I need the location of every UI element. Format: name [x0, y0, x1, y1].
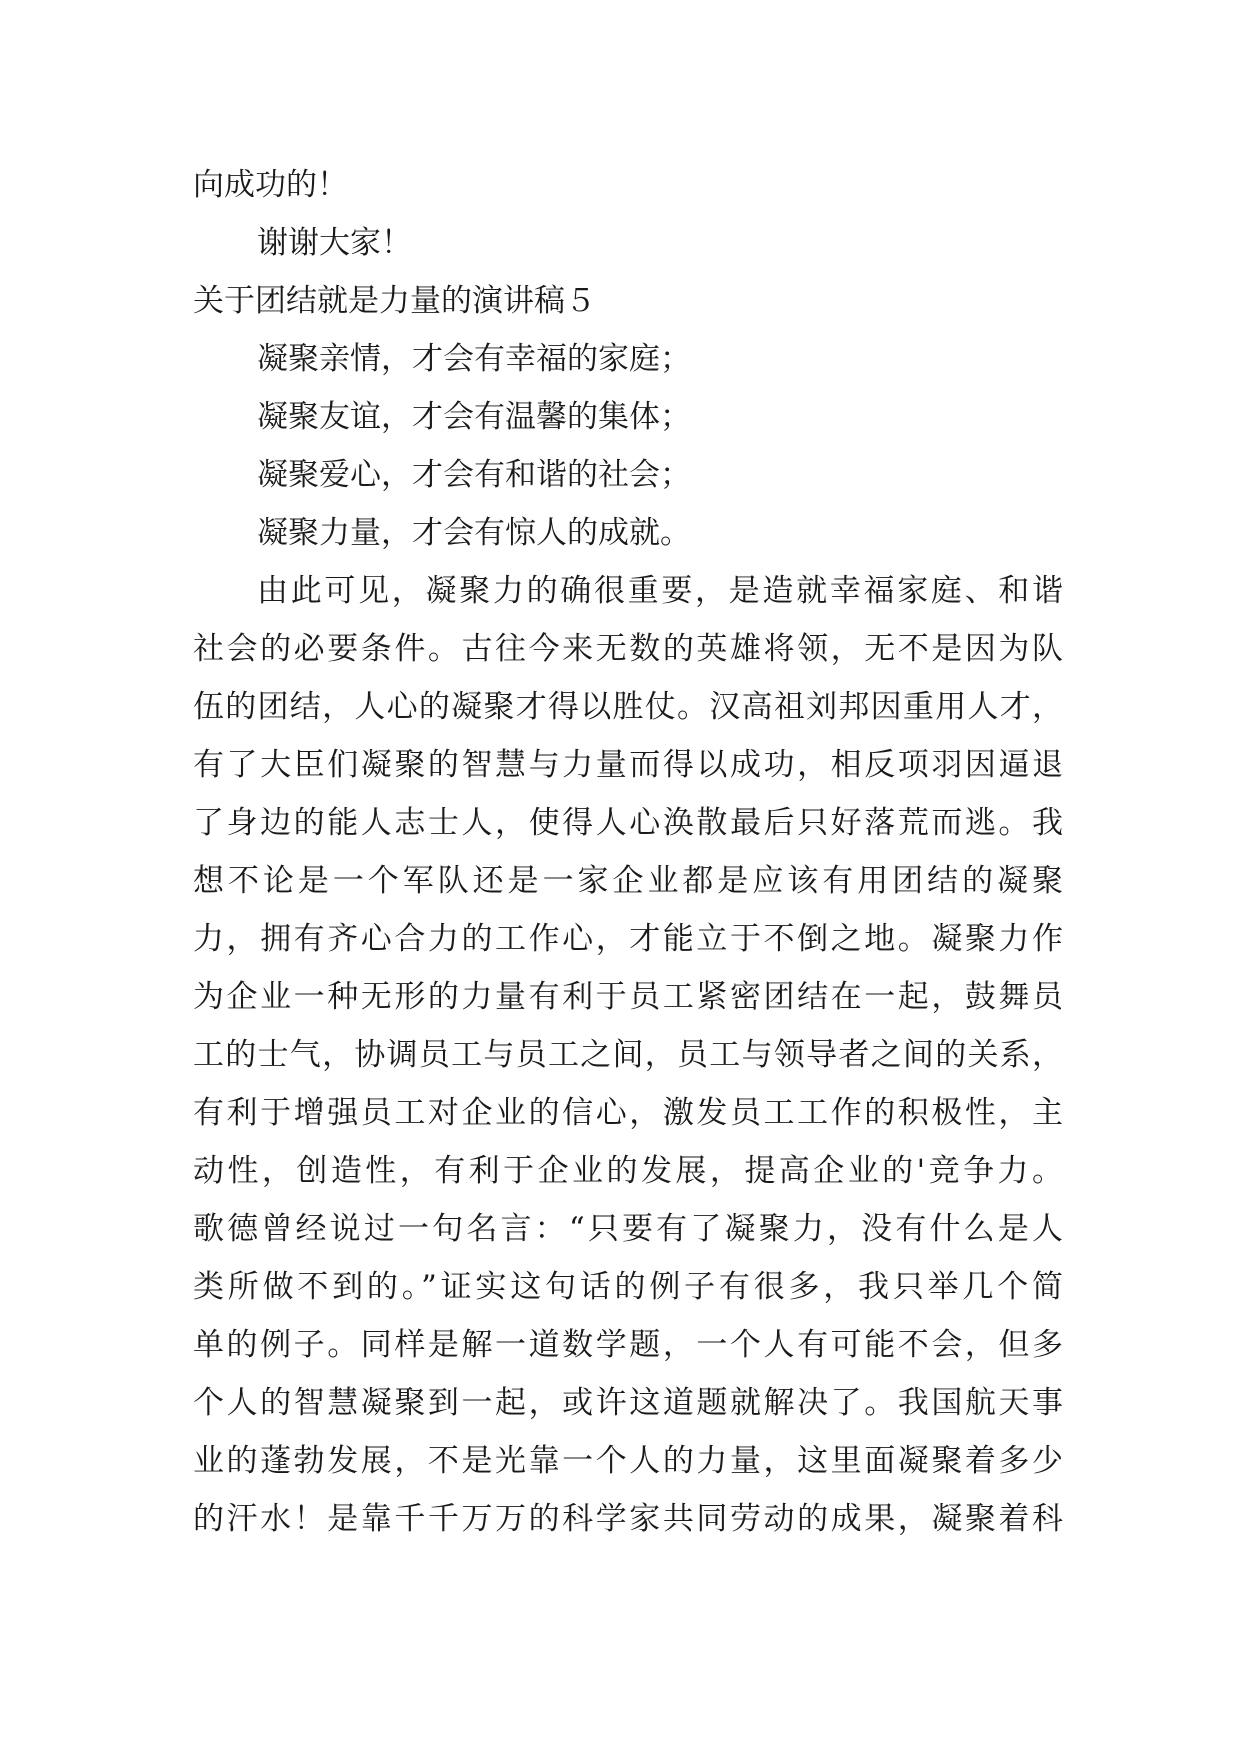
paragraph-line: 有利于增强员工对企业的信心，激发员工工作的积极性，主: [193, 1095, 1063, 1131]
paragraph-line: 了身边的能人志士人，使得人心涣散最后只好落荒而逃。我: [193, 805, 1063, 841]
paragraph-line: 力，拥有齐心合力的工作心，才能立于不倒之地。凝聚力作: [193, 921, 1063, 957]
paragraph-line: 单的例子。同样是解一道数学题，一个人有可能不会，但多: [193, 1327, 1063, 1363]
paragraph-line: 伍的团结，人心的凝聚才得以胜仗。汉高祖刘邦因重用人才，: [193, 689, 1063, 725]
section-heading: 关于团结就是力量的演讲稿５: [193, 283, 596, 319]
closing-line: 谢谢大家！: [257, 225, 412, 261]
paragraph-line: 个人的智慧凝聚到一起，或许这道题就解决了。我国航天事: [193, 1385, 1063, 1421]
paragraph-line: 类所做不到的。”证实这句话的例子有很多，我只举几个简: [193, 1269, 1063, 1305]
paragraph-line: 动性，创造性，有利于企业的发展，提高企业的'竞争力。: [193, 1153, 1063, 1189]
paragraph-line: 业的蓬勃发展，不是光靠一个人的力量，这里面凝聚着多少: [193, 1443, 1063, 1479]
paragraph-line: 工的士气，协调员工与员工之间，员工与领导者之间的关系，: [193, 1037, 1063, 1073]
verse-line: 凝聚力量，才会有惊人的成就。: [257, 515, 691, 551]
paragraph-line: 想不论是一个军队还是一家企业都是应该有用团结的凝聚: [193, 863, 1063, 899]
verse-line: 凝聚亲情，才会有幸福的家庭；: [257, 341, 691, 377]
paragraph-line: 的汗水！是靠千千万万的科学家共同劳动的成果，凝聚着科: [193, 1501, 1063, 1537]
text-line: 向成功的！: [193, 167, 348, 203]
paragraph-line: 社会的必要条件。古往今来无数的英雄将领，无不是因为队: [193, 631, 1063, 667]
verse-line: 凝聚爱心，才会有和谐的社会；: [257, 457, 691, 493]
paragraph-line: 为企业一种无形的力量有利于员工紧密团结在一起，鼓舞员: [193, 979, 1063, 1015]
verse-line: 凝聚友谊，才会有温馨的集体；: [257, 399, 691, 435]
paragraph-line: 歌德曾经说过一句名言：“只要有了凝聚力，没有什么是人: [193, 1211, 1063, 1247]
paragraph-line: 由此可见，凝聚力的确很重要，是造就幸福家庭、和谐: [257, 573, 1063, 609]
paragraph-line: 有了大臣们凝聚的智慧与力量而得以成功，相反项羽因逼退: [193, 747, 1063, 783]
document-body: [193, 156, 1063, 1548]
